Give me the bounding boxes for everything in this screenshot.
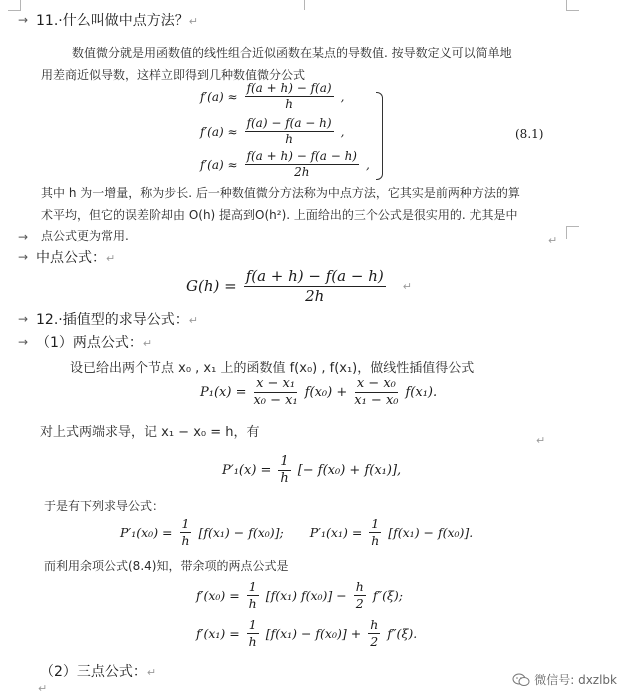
two-point-line3: 于是有下列求导公式：: [44, 499, 165, 513]
formula-8-1-b: f′(a) ≈ $\frac{f(a) - f(a - h)}{h}$ ,: [200, 116, 345, 147]
midpoint-formula: G(h) = $\frac{f(a + h) - f(a - h)}{2h}$ ↵: [186, 267, 412, 305]
crop-mark-mid-right: [566, 226, 579, 239]
remainder-formula-1: f′(x₁) = $\frac{1}{h}$ [f(x₁) − f(x₀)] + $\frac{h}{2}$ f″(ξ).: [196, 617, 418, 649]
para2-line2: 术平均，但它的误差阶却由 O(h) 提高到O(h²). 上面给出的三个公式是很实用的. 尤其是中: [41, 208, 518, 222]
formula-brace: [376, 92, 383, 180]
paragraph-mark: ↵: [548, 234, 558, 247]
paragraph-mark: ↵: [536, 434, 546, 447]
section-11-heading: 11.·什么叫做中点方法？↵: [36, 13, 198, 29]
para1-line1: 数值微分就是用函数值的线性组合近似函数在某点的导数值. 按导数定义可以简单地: [72, 46, 512, 60]
remainder-formula-0: f′(x₀) = $\frac{1}{h}$ [f(x₁) f(x₀)] − $\frac{h}{2}$ f″(ξ);: [196, 579, 403, 611]
formula-8-1-a: f′(a) ≈ $\frac{f(a + h) - f(a)}{h}$ ,: [200, 81, 345, 112]
list-arrow-icon: →: [18, 312, 29, 326]
two-point-line1: 设已给出两个节点 x₀ , x₁ 上的函数值 f(x₀) , f(x₁)，做线性插值得公式: [70, 361, 475, 376]
list-arrow-icon: →: [18, 13, 29, 27]
two-point-line2: 对上式两端求导，记 x₁ − x₀ = h，有: [40, 425, 260, 440]
list-arrow-icon: →: [18, 335, 29, 349]
three-point-heading: （2）三点公式：↵: [40, 664, 157, 680]
two-point-heading: （1）两点公式：↵: [36, 335, 153, 351]
para2-line3: 点公式更为常用.: [41, 229, 129, 243]
equation-number: (8.1): [515, 127, 544, 141]
para2-line1: 其中 h 为一增量，称为步长. 后一种数值微分方法称为中点方法，它其实是前两种方法的算: [41, 186, 520, 200]
endpoint-derivatives: P′₁(x₀) = $\frac{1}{h}$ [f(x₁) − f(x₀)]; P′₁(x₁) = $\frac{1}{h}$ [f(x₁) − f(x₀)].: [120, 516, 474, 548]
para1-line2: 用差商近似导数，这样立即得到几种数值微分公式: [41, 68, 306, 82]
crop-mark-top-right: [292, 0, 305, 10]
crop-mark-right: [566, 0, 579, 11]
p1-formula: P₁(x) = $\frac{\text{x − x₁}}{\text{x₀ − x₁}}$ f(x₀) + $\frac{\text{x − x₀}}{\text{x₁ − x₀}}$ f(x₁).: [200, 376, 438, 409]
section-12-heading: 12.·插值型的求导公式：↵: [36, 312, 198, 328]
wechat-watermark: [512, 671, 617, 688]
paragraph-mark: ↵: [38, 682, 48, 695]
derivative-formula: P′₁(x) = $\frac{1}{h}$ [− f(x₀) + f(x₁)],: [222, 454, 402, 487]
watermark-text: 微信号: dxzlbk: [534, 673, 617, 687]
midpoint-heading: 中点公式：↵: [36, 250, 116, 266]
list-arrow-icon: →: [18, 230, 29, 244]
wechat-icon: [512, 673, 530, 687]
two-point-line4: 而利用余项公式(8.4)知，带余项的两点公式是: [44, 559, 289, 573]
formula-8-1-c: f′(a) ≈ $\frac{f(a + h) - f(a - h)}{2h}$ ,: [200, 149, 370, 180]
list-arrow-icon: →: [18, 250, 29, 264]
crop-mark-top-left: [8, 0, 21, 11]
